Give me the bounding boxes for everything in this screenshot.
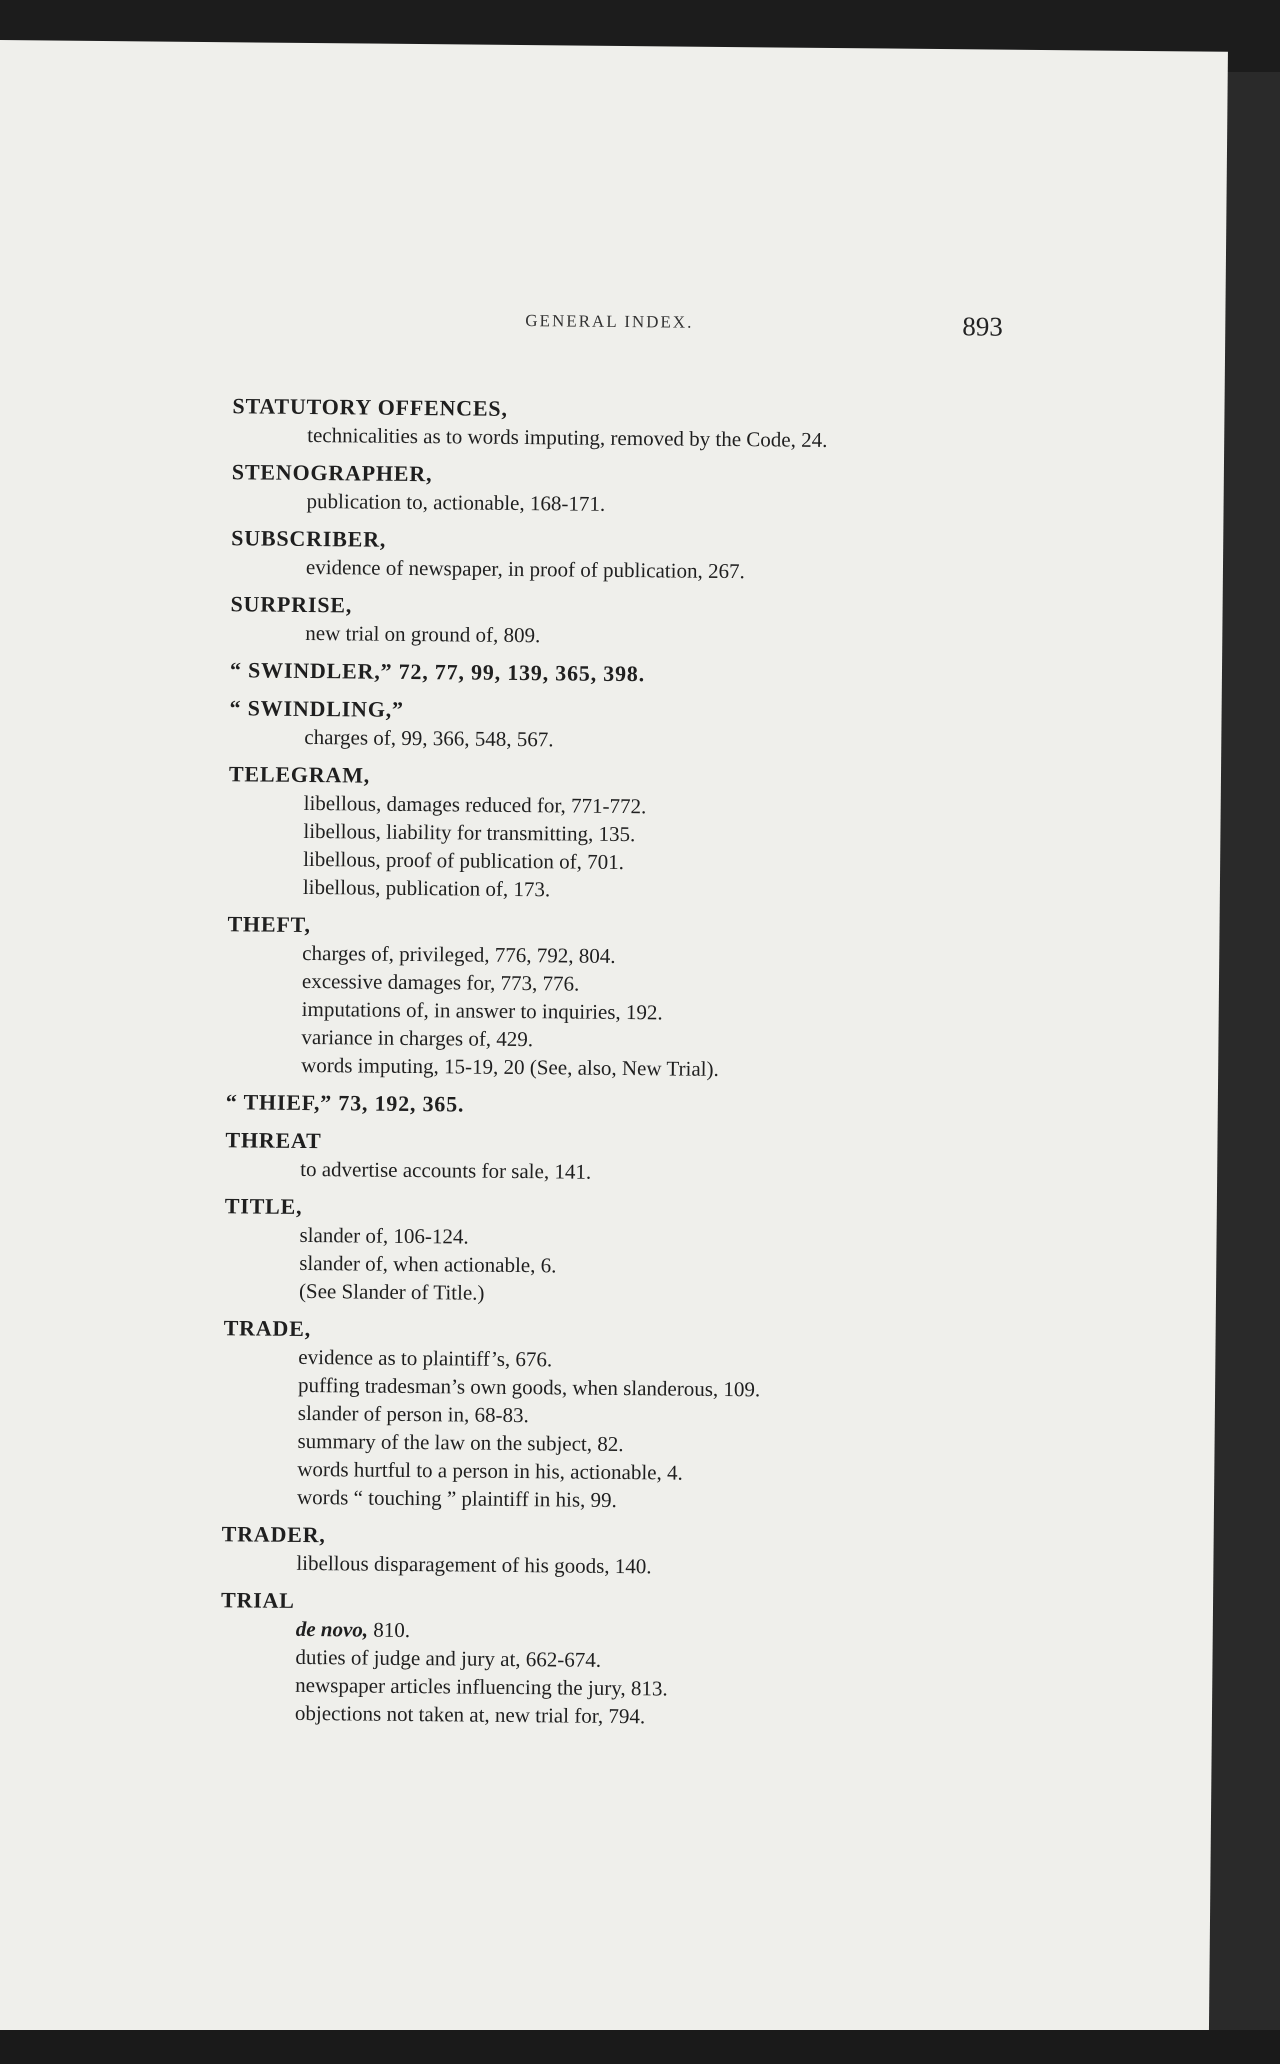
entry-heading: “ THIEF,” 73, 192, 365.	[225, 1089, 465, 1117]
index-entry-trial	[220, 1586, 1041, 1734]
entry-subline: words imputing, 15-19, 20 (See, also, New Trial).	[301, 1052, 719, 1081]
entry-subline: to advertise accounts for sale, 141.	[300, 1156, 592, 1184]
entry-heading: TRIAL	[220, 1587, 295, 1613]
entry-subline: evidence of newspaper, in proof of publication, 267.	[305, 554, 745, 584]
index-entry-stenographer	[231, 458, 1051, 522]
entry-subline: summary of the law on the subject, 82.	[297, 1428, 624, 1457]
entry-subline: (See Slander of Title.)	[298, 1278, 485, 1305]
entry-subline: puffing tradesman’s own goods, when slanderous, 109.	[297, 1372, 761, 1402]
entry-heading: SUBSCRIBER,	[231, 525, 387, 552]
running-head: GENERAL INDEX.	[525, 311, 694, 332]
index-entry-threat	[225, 1126, 1045, 1190]
entry-subline: newspaper articles influencing the jury, 813.	[295, 1672, 668, 1701]
entry-subline: evidence as to plaintiff’s, 676.	[298, 1344, 553, 1372]
entry-heading: TELEGRAM,	[228, 761, 371, 788]
entry-heading: “ SWINDLING,”	[229, 695, 404, 722]
entry-subline: charges of, 99, 366, 548, 567.	[304, 724, 554, 752]
entry-subline: slander of, when actionable, 6.	[299, 1250, 557, 1278]
entry-heading: STENOGRAPHER,	[231, 459, 433, 487]
entry-heading: TRADE,	[223, 1315, 312, 1342]
entry-subline: new trial on ground of, 809.	[305, 620, 541, 648]
index-entry-trade	[222, 1314, 1044, 1518]
entry-heading: TRADER,	[221, 1521, 326, 1548]
entry-subline: words hurtful to a person in his, actionable, 4.	[297, 1456, 683, 1485]
entry-subline: publication to, actionable, 168-171.	[306, 488, 606, 516]
index-entry-trader	[221, 1520, 1041, 1584]
entry-subline: libellous, damages reduced for, 771-772.	[303, 790, 647, 819]
page-ref: 810.	[367, 1617, 411, 1643]
entry-subline: variance in charges of, 429.	[301, 1024, 534, 1052]
entry-heading: STATUTORY OFFENCES,	[232, 393, 508, 421]
index-entry-surprise	[230, 590, 1050, 654]
entry-subline: libellous disparagement of his goods, 140.	[296, 1550, 652, 1579]
entry-subline: libellous, liability for transmitting, 135.	[303, 818, 636, 847]
index-entry-swindler	[230, 656, 1050, 692]
entry-subline: excessive damages for, 773, 776.	[301, 968, 580, 996]
entry-subline: imputations of, in answer to inquiries, 192.	[301, 996, 663, 1025]
index-entry-thief	[226, 1088, 1046, 1124]
entry-subline: duties of judge and jury at, 662-674.	[295, 1644, 602, 1672]
entry-subline: slander of, 106-124.	[299, 1222, 469, 1249]
index-list	[220, 392, 1053, 1744]
entry-subline: libellous, publication of, 173.	[302, 874, 551, 902]
entry-subline: libellous, proof of publication of, 701.	[303, 846, 625, 875]
entry-subline: technicalities as to words imputing, removed by the Code, 24.	[307, 422, 828, 452]
entry-heading: TITLE,	[224, 1193, 303, 1219]
entry-heading: THEFT,	[227, 911, 311, 938]
index-entry-subscriber	[231, 524, 1051, 588]
entry-subline: objections not taken at, new trial for, 794.	[294, 1700, 646, 1729]
entry-heading: SURPRISE,	[230, 591, 353, 618]
index-entry-theft	[226, 910, 1048, 1086]
index-entry-telegram	[228, 760, 1049, 908]
entry-heading: “ SWINDLER,” 72, 77, 99, 139, 365, 398.	[229, 657, 646, 687]
entry-subline: slander of person in, 68-83.	[297, 1400, 529, 1428]
book-page	[0, 40, 1228, 2042]
entry-subline: words “ touching ” plaintiff in his, 99.	[296, 1484, 617, 1512]
index-entry-swindling	[229, 694, 1049, 758]
entry-heading: THREAT	[225, 1127, 322, 1154]
page-number: 893	[962, 311, 1003, 342]
index-entry-title	[224, 1192, 1045, 1312]
latin-phrase: de novo,	[295, 1616, 369, 1642]
scan-bottom-border	[0, 2030, 1280, 2064]
entry-subline: charges of, privileged, 776, 792, 804.	[302, 940, 616, 968]
index-entry-statutory-offences	[232, 392, 1052, 456]
